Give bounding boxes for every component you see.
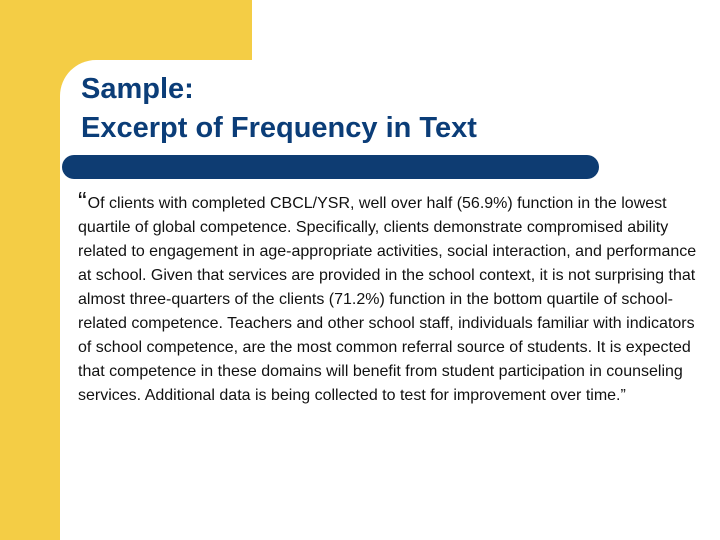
slide-title-line-2: Excerpt of Frequency in Text (81, 112, 477, 144)
quote-body: Of clients with completed CBCL/YSR, well over half (56.9%) function in the lowest quartile of global competence. Specifically, clients demonstrate compromised ability related to engagement in age-appropriate activities, social interaction, and performance at school. Given that services are provided in the school context, it is not surprising that almost three-quarters of the clients (71.2%) function in the bottom quartile of school-related competence. Teachers and other school staff, individuals familiar with indicators of school competence, are the most common referral source of students. It is expected that competence in these domains will benefit from student participation in counseling services. Additional data is being collected to test for improvement over time.” (78, 195, 697, 404)
title-divider-bar (62, 155, 599, 179)
slide-title-line-1: Sample: (81, 73, 194, 105)
quote-paragraph (78, 186, 700, 408)
slide-title (81, 70, 477, 148)
accent-left-strip (0, 0, 60, 540)
quote-open-mark: “ (78, 186, 87, 216)
